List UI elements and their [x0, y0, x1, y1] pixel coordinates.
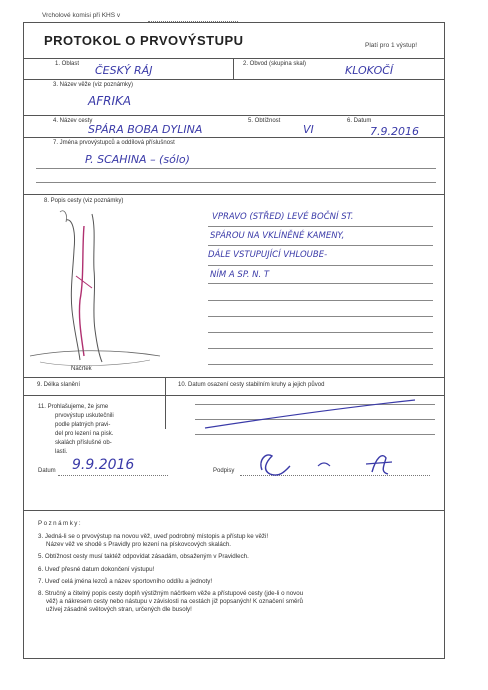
popis-line-4: NÍM A SP. N. T: [210, 270, 270, 280]
signature-stroke-2: [318, 463, 330, 466]
notes-heading: Poznámky:: [38, 520, 83, 527]
note-item: Název věž ve shodě s Pravidly pro lezení na pískovcových skalách.: [46, 541, 232, 548]
obtiznost-label: 5. Obtížnost: [248, 118, 281, 124]
nazev-cesty-label: 4. Název cesty: [53, 118, 93, 124]
prohlaseni-3: podle platných pravi-: [55, 422, 111, 428]
popis-line-2: SPÁROU NA VKLÍNĚNÉ KAMENY,: [210, 231, 345, 241]
signature-stroke-4: [366, 462, 392, 464]
note-item: 7. Uveď celá jména lezců a název sportovního oddílu a jednoty!: [38, 578, 213, 585]
popis-line-1: VPRAVO (STŘED) LEVÉ BOČNÍ ST.: [212, 212, 354, 222]
datum-podpis-label: Datum: [38, 468, 56, 474]
prohlaseni-4: del pro lezení na pisk.: [55, 431, 114, 437]
signature-stroke-3: [372, 456, 388, 474]
prohlaseni-6: lasti.: [55, 449, 68, 455]
signature-stroke-1: [261, 455, 290, 475]
note-item: 5. Obtížnost cesty musí taktéž odpovídat zásadám, obsaženým v Pravidlech.: [38, 553, 249, 560]
note-item: 6. Uveď přesné datum dokončení výstupu!: [38, 566, 155, 573]
nazev-cesty-value: SPÁRA BOBA DYLINA: [88, 123, 203, 136]
obvod-label: 2. Obvod (skupina skal): [243, 61, 307, 67]
note-item: užívej zásadně světových stran, určených dle busoly!: [46, 606, 192, 613]
validity-note: Platí pro 1 výstup!: [365, 42, 418, 49]
note-item: 8. Stručný a čitelný popis cesty doplň výstižným náčrtkem věže a přístupové cesty (jde-li o novou: [38, 590, 304, 597]
prohlaseni-1: 11. Prohlašujeme, že jsme: [38, 404, 109, 410]
jmena-label: 7. Jména prvovýstupců a oddílová příslušnost: [53, 140, 175, 146]
datum-osazeni-label: 10. Datum osazení cesty stabilním kruhy a jejich původ: [178, 382, 325, 388]
obtiznost-value: VI: [303, 123, 314, 136]
delka-slaneni-label: 9. Délka slanění: [37, 382, 81, 388]
podpisy-label: Podpisy: [213, 468, 235, 474]
datum-podpis-value: 9.9.2016: [72, 457, 135, 473]
nazev-veze-value: AFRIKA: [88, 94, 132, 108]
datum-value: 7.9.2016: [370, 125, 419, 138]
obvod-value: KLOKOČÍ: [345, 64, 394, 77]
nazev-veze-label: 3. Název věže (viz poznámky): [53, 82, 134, 88]
jmena-value: P. SCAHINA – (sólo): [85, 153, 190, 166]
popis-label: 8. Popis cesty (viz poznámky): [44, 198, 124, 204]
oblast-value: ČESKÝ RÁJ: [95, 64, 153, 77]
note-item: 3. Jedná-li se o prvovýstup na novou věž, uveď podrobný místopis a přístup ke věži!: [38, 533, 269, 540]
prohlaseni-5: skalách příslušné ob-: [55, 440, 112, 446]
committee-label: Vrcholové komisi při KHS v: [42, 12, 121, 19]
oblast-label: 1. Oblast: [55, 61, 80, 67]
nacrtek-label: Náčrtek: [71, 366, 92, 372]
page-title: PROTOKOL O PRVOVÝSTUPU: [44, 33, 244, 48]
prohlaseni-2: prvovýstup uskutečnili: [55, 413, 114, 419]
datum-label: 6. Datum: [347, 118, 372, 124]
note-item: věž) a nákresem cesty nebo nástupu v závislosti na cestách již popsaných! K označení směrů: [46, 598, 303, 605]
popis-line-3: DÁLE VSTUPUJÍCÍ VHLOUBE-: [208, 250, 328, 260]
